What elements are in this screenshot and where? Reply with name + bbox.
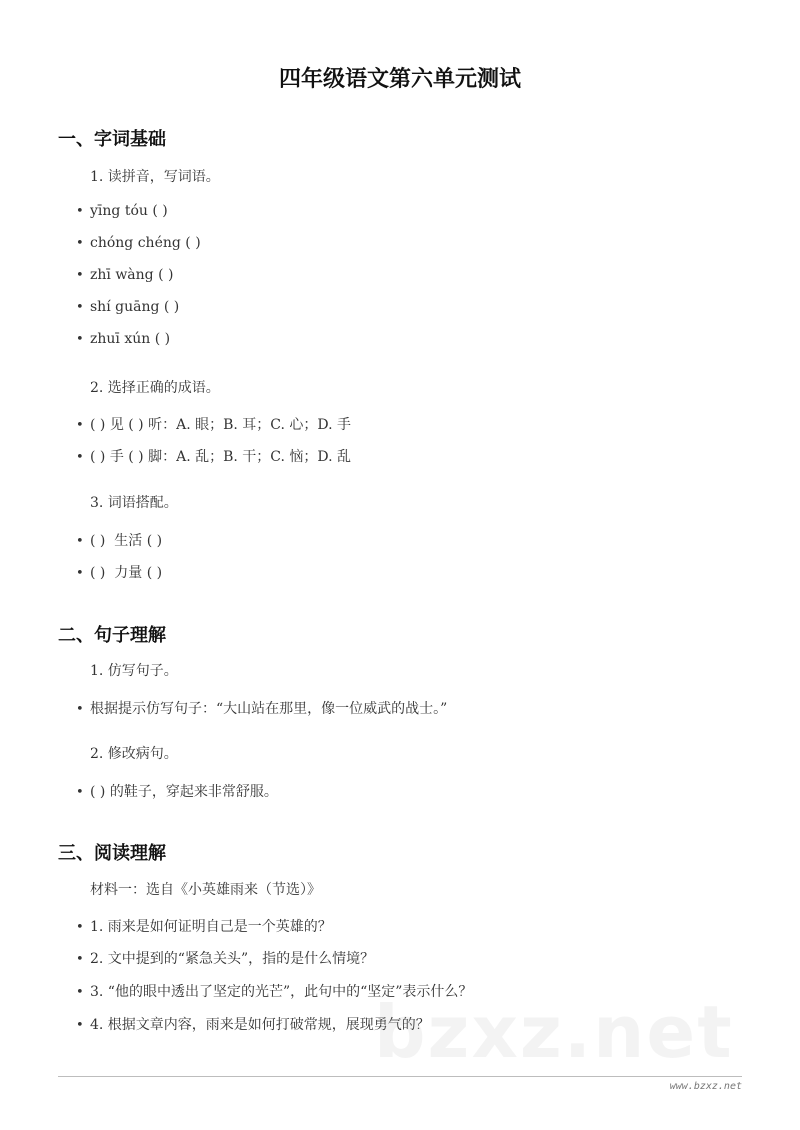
bullet-icon: •	[76, 985, 84, 1000]
list-item	[76, 267, 173, 283]
list-item-text: yīng tóu ( )	[90, 203, 168, 219]
footer-url: www.bzxz.net	[669, 1081, 742, 1092]
watermark: bzxz.net	[374, 990, 734, 1074]
bullet-icon: •	[76, 418, 84, 433]
list-item-text: ( ) 生活 ( )	[90, 533, 163, 549]
section-heading-2: 二、句子理解	[58, 625, 166, 646]
bullet-icon: •	[76, 785, 84, 800]
list-item	[76, 203, 168, 219]
list-item	[76, 331, 170, 347]
list-item	[76, 530, 162, 550]
question-label-2-2: 2. 修改病句。	[90, 746, 178, 762]
question-label-1-3: 3. 词语搭配。	[90, 495, 178, 511]
bullet-icon: •	[76, 204, 84, 219]
question-label-1-2: 2. 选择正确的成语。	[90, 380, 220, 396]
bullet-icon: •	[76, 702, 84, 717]
bullet-icon: •	[76, 236, 84, 251]
page-title: 四年级语文第六单元测试	[278, 67, 521, 92]
list-item-text: ( ) 的鞋子，穿起来非常舒服。	[90, 784, 278, 800]
list-item	[76, 781, 278, 801]
list-item	[76, 948, 374, 968]
bullet-icon: •	[76, 300, 84, 315]
list-item	[76, 414, 351, 434]
list-item-text: zhuī xún ( )	[90, 331, 171, 347]
list-item-text: ( ) 手 ( ) 脚：A. 乱；B. 干；C. 恼；D. 乱	[90, 449, 352, 465]
list-item-text: 4. 根据文章内容，雨来是如何打破常规，展现勇气的？	[90, 1017, 430, 1033]
question-label-2-1: 1. 仿写句子。	[90, 663, 178, 679]
list-item	[76, 299, 179, 315]
bullet-icon: •	[76, 920, 84, 935]
list-item-text: ( ) 力量 ( )	[90, 565, 163, 581]
list-item-text: 3. “他的眼中透出了坚定的光芒”，此句中的“坚定”表示什么？	[90, 984, 473, 1000]
footer-divider	[58, 1076, 742, 1077]
list-item	[76, 446, 351, 466]
bullet-icon: •	[76, 1018, 84, 1033]
list-item	[76, 698, 447, 718]
list-item-text: zhī wàng ( )	[90, 267, 174, 283]
list-item	[76, 916, 332, 936]
list-item-text: 1. 雨来是如何证明自己是一个英雄的？	[90, 919, 332, 935]
bullet-icon: •	[76, 566, 84, 581]
list-item	[76, 235, 201, 251]
bullet-icon: •	[76, 450, 84, 465]
list-item-text: shí guāng ( )	[90, 299, 180, 315]
reading-material: 材料一：选自《小英雄雨来（节选）》	[90, 882, 321, 898]
bullet-icon: •	[76, 332, 84, 347]
list-item-text: 根据提示仿写句子：“大山站在那里，像一位威武的战士。”	[90, 701, 448, 717]
list-item-text: 2. 文中提到的“紧急关头”，指的是什么情境？	[90, 951, 375, 967]
section-heading-3: 三、阅读理解	[58, 843, 166, 864]
bullet-icon: •	[76, 534, 84, 549]
section-heading-1: 一、字词基础	[58, 129, 166, 150]
bullet-icon: •	[76, 268, 84, 283]
list-item-text: ( ) 见 ( ) 听：A. 眼；B. 耳；C. 心；D. 手	[90, 417, 352, 433]
list-item	[76, 562, 162, 582]
question-label-1-1: 1. 读拼音，写词语。	[90, 169, 220, 185]
list-item-text: chóng chéng ( )	[90, 235, 201, 251]
bullet-icon: •	[76, 952, 84, 967]
